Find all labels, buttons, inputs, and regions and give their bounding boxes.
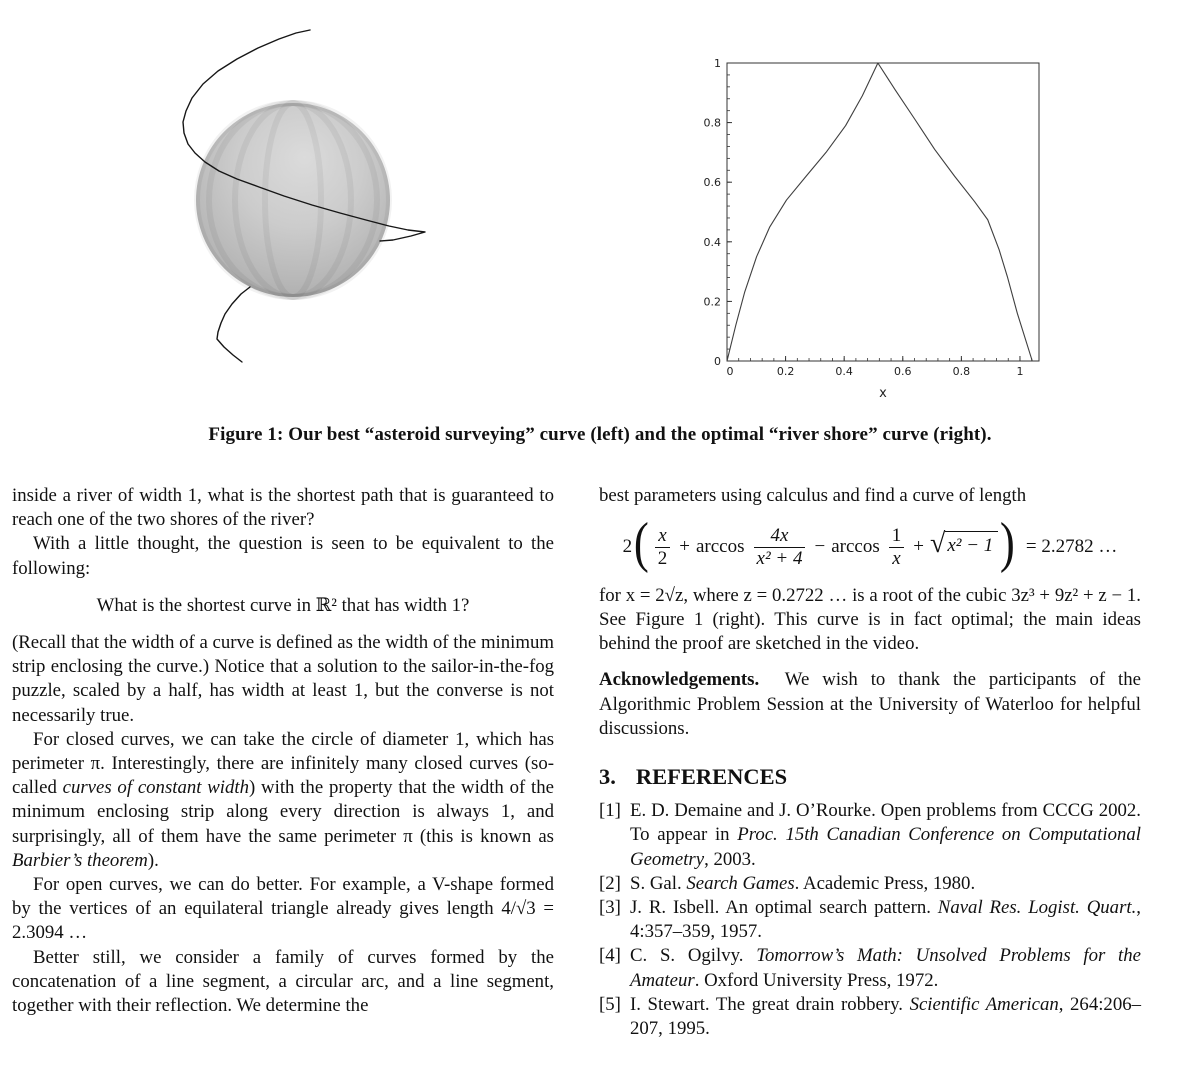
paragraph: inside a river of width 1, what is the shortest path that is guaranteed to reach one of the two shores of the river?	[12, 485, 554, 531]
text-run	[759, 669, 785, 690]
reference-item	[599, 896, 1141, 944]
eq-function: arccos	[831, 535, 880, 557]
eq-operator: +	[679, 535, 690, 557]
ref-body: E. D. Demaine and J. O’Rourke. Open problems from CCCG 2002. To appear in Proc. 15th Canadian Conference on Computational Geometry, 2003.	[630, 800, 1141, 870]
eq-operator: +	[913, 535, 924, 557]
ref-marker: [2]	[599, 872, 621, 894]
svg-text:0.4: 0.4	[835, 365, 853, 378]
left-column	[12, 484, 554, 1041]
figure-caption: Figure 1: Our best “asteroid surveying” curve (left) and the optimal “river shore” curve (right).	[208, 424, 992, 445]
paragraph: With a little thought, the question is seen to be equivalent to the following:	[12, 533, 554, 579]
ref-body: S. Gal. Search Games. Academic Press, 1980.	[630, 872, 976, 894]
sqrt-sign: √	[929, 528, 946, 559]
text-run: For closed curves, we can take the circle of diameter 1, which has perimeter π. Interestingly, there are infinitely many closed curves (so-called	[12, 728, 554, 799]
ref-marker: [5]	[599, 993, 621, 1015]
section-title: REFERENCES	[635, 764, 788, 790]
paragraph	[12, 728, 554, 873]
paragraph: Better still, we consider a family of curves formed by the concatenation of a line segment, a circular arc, and a line segment, together with their reflection. We determine the	[12, 946, 554, 1017]
paragraph: best parameters using calculus and find a curve of length	[599, 485, 1027, 506]
section-number: 3.	[599, 764, 616, 790]
svg-text:0.2: 0.2	[776, 365, 795, 378]
display-question: What is the shortest curve in ℝ² that has width 1?	[96, 594, 470, 616]
ref-body: C. S. Ogilvy. Tomorrow’s Math: Unsolved Problems for the Amateur. Oxford University Press, 1972.	[630, 945, 1141, 991]
eq-result: = 2.2782 …	[1025, 535, 1118, 557]
text-run: We wish to thank the participants of the Algorithmic Problem Session at the University of Waterloo for helpful discussions.	[599, 669, 1141, 739]
paragraph: For open curves, we can do better. For example, a V-shape formed by the vertices of an equilateral triangle already gives length 4/√3 = 2.3094 …	[12, 874, 554, 944]
text-run: ).	[147, 849, 159, 871]
svg-text:0.8: 0.8	[703, 116, 721, 130]
acknowledgements	[599, 668, 1141, 741]
eq-operator: −	[814, 535, 826, 557]
text-run: ) with the property that the width of the minimum enclosing strip along every direction is always 1, and surprisingly, all of them have the same perimeter π (this is known as	[12, 777, 554, 847]
svg-text:0.8: 0.8	[952, 365, 971, 378]
eq-close-paren: )	[1000, 512, 1016, 575]
ref-body: J. R. Isbell. An optimal search pattern. Naval Res. Logist. Quart., 4:357–359, 1957.	[630, 897, 1141, 943]
paragraph: (Recall that the width of a curve is defined as the width of the minimum strip enclosing the curve.) Notice that a solution to the sailor-in-the-fog puzzle, scaled by a half, has width at least 1, but the converse is not necessarily true.	[12, 632, 554, 726]
svg-text:0: 0	[726, 365, 734, 378]
eq-fraction: $\frac{1}{x}$	[889, 525, 905, 569]
svg-text:0.6: 0.6	[894, 365, 912, 378]
ref-marker: [1]	[599, 800, 621, 822]
svg-text:1: 1	[1016, 365, 1024, 378]
river-shore-plot	[695, 52, 1070, 402]
ack-heading: Acknowledgements.	[599, 669, 760, 691]
display-equation	[599, 512, 1141, 575]
eq-open-paren: (	[633, 512, 649, 575]
text-run-italic: Barbier’s theorem	[12, 849, 148, 871]
svg-text:0.4: 0.4	[703, 235, 721, 249]
ref-marker: [4]	[599, 945, 621, 967]
svg-text:0: 0	[714, 355, 721, 368]
svg-text:0.6: 0.6	[703, 176, 721, 190]
ref-body: I. Stewart. The great drain robbery. Scientific American, 264:206–207, 1995.	[630, 993, 1141, 1040]
eq-fraction: $\frac{4x}{\text{x² + 4}}$	[754, 525, 806, 569]
reference-item	[599, 944, 1141, 992]
references-heading	[599, 765, 1141, 789]
body-columns	[12, 484, 1142, 1041]
reference-item	[599, 872, 1141, 896]
reference-item	[599, 799, 1141, 872]
ref-marker: [3]	[599, 897, 621, 919]
svg-text:0.2: 0.2	[703, 295, 721, 309]
right-column	[599, 484, 1141, 1041]
eq-coefficient: 2	[622, 535, 633, 557]
eq-function: arccos	[695, 535, 745, 557]
paragraph: for x = 2√z, where z = 0.2722 … is a root of the cubic 3z³ + 9z² + z − 1. See Figure 1 (right). This curve is in fact optimal; the main ideas behind the proof are sketched in the video.	[599, 584, 1141, 655]
svg-text:1: 1	[714, 57, 721, 70]
svg-text:x: x	[879, 386, 887, 401]
eq-sqrt: √ x² − 1	[930, 533, 998, 561]
eq-fraction: $\frac{x}{2}$	[655, 525, 671, 569]
text-run-italic: curves of constant width	[62, 777, 249, 799]
asteroid-sphere-figure	[0, 0, 480, 400]
reference-item	[599, 993, 1141, 1041]
